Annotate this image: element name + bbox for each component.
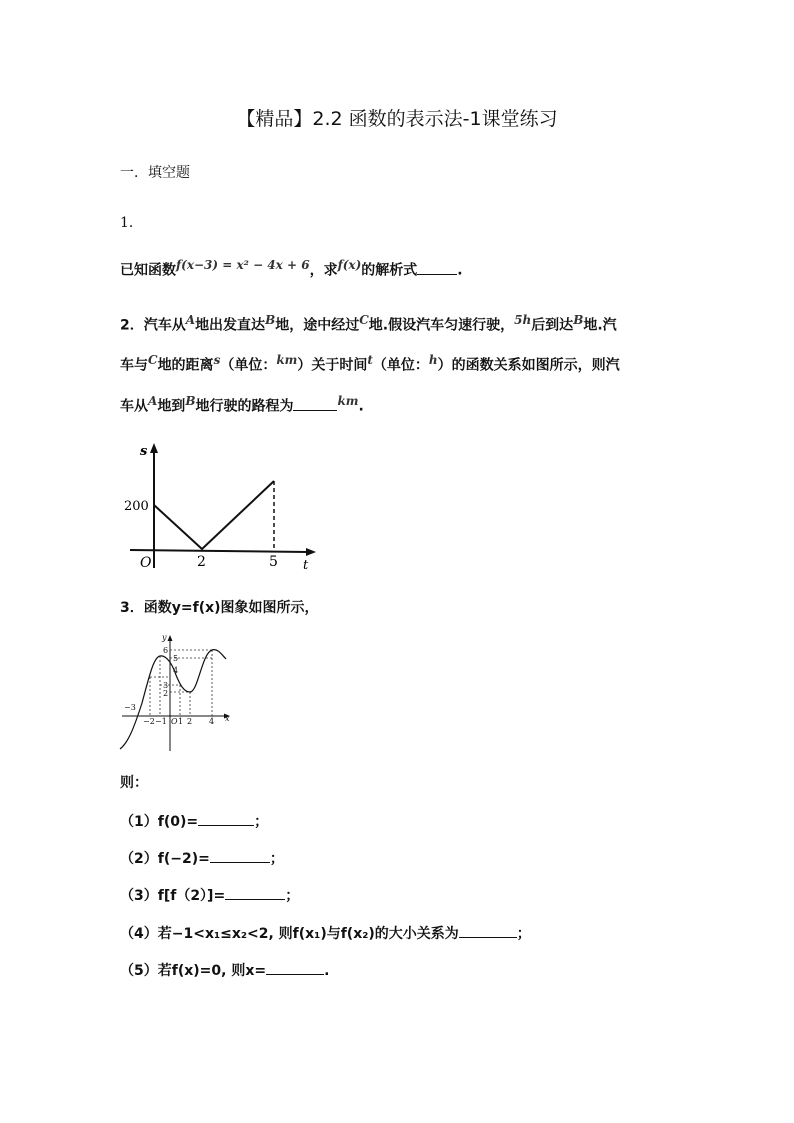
q3-item-5-text: （5）若f(x)=0, 则x= [120,963,267,979]
q1-number: 1． [120,215,143,231]
q2-var-a: A [148,394,158,408]
q3-item-3 [120,885,299,905]
graph1-y-arrow [150,443,158,453]
q2-text: 车与 [120,357,148,374]
q2-text: 地，途中经过 [275,317,360,334]
q3-item-2-end: ； [269,851,284,867]
graph2-origin: O [171,717,178,726]
graph2-y-tick-4: 4 [173,666,179,675]
q2-unit-km: km [276,353,298,367]
q2-text: 地出发直达 [195,317,266,334]
q2-var-5h: 5h [514,313,532,327]
graph2-y-tick-3: 3 [163,681,169,690]
q3-item-3-end: ； [285,888,300,904]
q1-target: f(x) [337,258,362,272]
distance-time-graph [120,435,325,575]
q2-text: （单位： [372,357,429,374]
graph1-y-label: s [140,444,148,459]
graph1-x-tick-2: 2 [197,554,206,570]
q2-text: 地.假设汽车匀速行驶， [368,317,515,334]
q1-answer-blank[interactable] [417,262,457,275]
q2-text: 车从 [120,398,148,415]
graph2-y-tick-5: 5 [173,654,179,663]
section-heading: 一．填空题 [120,165,190,181]
graph1-x-label: t [303,558,309,573]
graph2-y-label: y [162,633,167,642]
q2-var-s: s [213,353,221,367]
graph2-neg-label: −3 [124,703,136,712]
q3-item-1-end: ； [254,814,269,830]
q3-item-2-text: （2）f(−2)= [120,851,210,867]
graph2-y-arrow [168,635,173,641]
q2-text: 地.汽 [583,317,617,334]
q3-item-4 [120,923,531,943]
graph2-x-tick-4: 4 [209,717,215,726]
q3-item-5 [120,960,329,980]
graph2-x-tick-m1: −1 [155,717,167,726]
q1-prefix: 已知函数 [120,262,176,279]
graph1-x-axis [130,550,308,552]
q3-item-1 [120,811,268,831]
graph1-y-tick-200: 200 [124,499,149,514]
graph1-origin: O [140,555,152,571]
q2-var-c: C [148,353,158,367]
q2-var-t: t [367,353,373,367]
graph2-y-tick-2: 2 [163,689,169,698]
q2-text: ）的函数关系如图所示，则汽 [437,357,620,374]
q2-text: ）关于时间 [297,357,368,374]
q1-end: . [457,262,463,279]
q2-answer-blank[interactable] [293,398,337,411]
q3-item-1-blank[interactable] [198,813,254,826]
graph2-x-tick-1: 1 [178,717,184,726]
graph2-x-tick-m2: −2 [143,717,155,726]
q3-item-4-end: ； [516,926,531,942]
q3-item-5-end: . [324,963,330,979]
q1-formula: f(x−3) = x² − 4x + 6 [176,258,310,272]
q3-item-3-text: （3）f[f（2）]= [120,888,226,904]
q3-item-2-blank[interactable] [210,850,270,863]
graph2-guides [150,650,212,716]
q2-var-b: B [185,394,196,408]
q2-var-b: B [265,313,276,327]
q3-item-2 [120,848,284,868]
q3-item-4-blank[interactable] [459,925,517,938]
q2-text: 地到 [157,398,186,415]
graph1-x-arrow [306,548,316,556]
graph2-curve [120,650,226,749]
page-title: 【精品】2.2 函数的表示法-1课堂练习 [236,108,558,130]
q1-mid: ，求 [309,262,338,279]
graph1-x-tick-5: 5 [269,554,278,570]
q3-item-3-blank[interactable] [225,887,285,900]
q2-var-c: C [359,313,369,327]
q1-text [120,258,463,280]
graph2-y-tick-6: 6 [163,646,169,655]
q2-text: 后到达 [531,317,574,334]
q1-suffix: 的解析式 [361,262,418,279]
q2-unit-km: km [337,394,359,408]
q2-text: 2．汽车从 [120,317,186,334]
q2-unit-h: h [428,353,438,367]
q2-text: 地行驶的路程为 [195,398,294,415]
q2-line-2 [120,353,620,375]
graph2-x-tick-2: 2 [187,717,193,726]
q2-var-b: B [573,313,584,327]
q2-line-1 [120,313,617,335]
q2-var-a: A [185,313,196,327]
q3-item-1-text: （1）f(0)= [120,814,199,830]
q2-line-3 [120,394,364,416]
graph1-line [154,481,274,549]
graph2-x-label: x [225,714,230,723]
function-graph [118,633,236,753]
q3-then: 则： [120,775,148,791]
q3-item-5-blank[interactable] [266,962,324,975]
q3-item-4-text: （4）若−1<x₁≤x₂<2, 则f(x₁)与f(x₂)的大小关系为 [120,926,459,942]
q2-text: . [358,398,364,415]
q3-text: 3．函数y=f(x)图象如图所示， [120,600,319,616]
q2-text: （单位： [220,357,277,374]
q2-text: 地的距离 [157,357,214,374]
